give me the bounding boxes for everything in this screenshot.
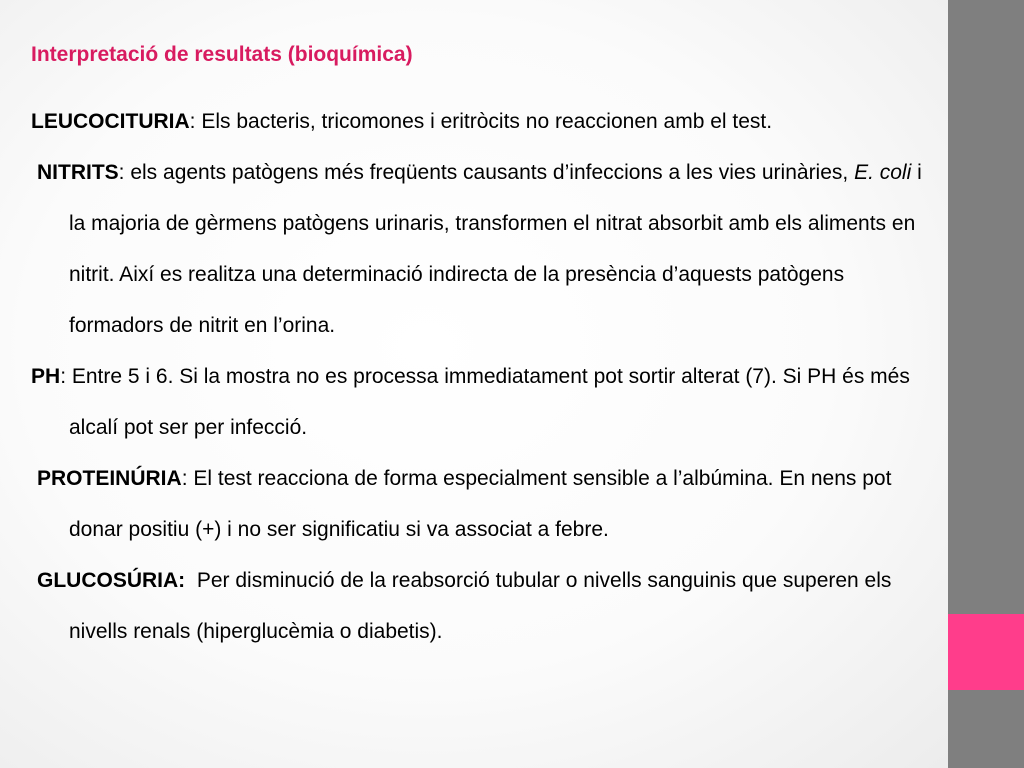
side-accent-block (948, 614, 1024, 690)
text-leucocituria: : Els bacteris, tricomones i eritròcits no reaccionen amb el test. (189, 110, 773, 133)
text-nitrits-b: i la majoria de gèrmens patògens urinaris, transformen el nitrat absorbit amb els aliments en nitrit. Així es realitza una determinació indirecta de la presència d’aquests patògens formadors de nitrit en l’orina. (69, 161, 922, 337)
text-ph: : Entre 5 i 6. Si la mostra no es processa immediatament pot sortir alterat (7). Si PH és més alcalí pot ser per infecció. (60, 365, 910, 439)
term-proteinuria: PROTEINÚRIA (37, 467, 182, 490)
term-nitrits: NITRITS (37, 161, 119, 184)
term-ph: PH (31, 365, 61, 388)
term-glucosuria: GLUCOSÚRIA: (37, 569, 186, 592)
paragraph-ph (31, 351, 931, 453)
slide-content (31, 96, 931, 657)
text-proteinuria: : El test reacciona de forma especialment sensible a l’albúmina. En nens pot donar positiu (+) i no ser significatiu si va associat a febre. (69, 467, 892, 541)
paragraph-leucocituria (31, 96, 931, 147)
term-leucocituria: LEUCOCITURIA (31, 110, 190, 133)
paragraph-glucosuria (31, 555, 931, 657)
slide-title: Interpretació de resultats (bioquímica) (31, 43, 413, 66)
text-glucosuria: Per disminució de la reabsorció tubular o nivells sanguinis que superen els nivells renals (hiperglucèmia o diabetis). (69, 569, 898, 643)
text-nitrits-italic: E. coli (854, 161, 912, 184)
paragraph-proteinuria (31, 453, 931, 555)
paragraph-nitrits (31, 147, 931, 351)
text-nitrits-a: : els agents patògens més freqüents causants d’infeccions a les vies urinàries, (118, 161, 855, 184)
